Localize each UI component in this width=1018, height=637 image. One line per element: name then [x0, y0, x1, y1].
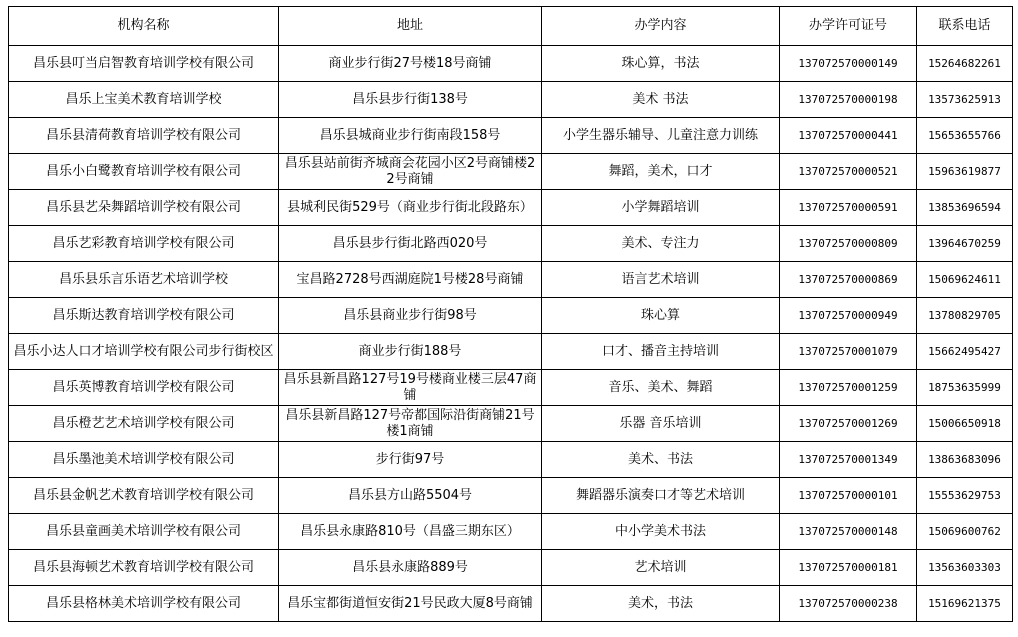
- cell-course-content: 美术、书法: [542, 442, 780, 478]
- table-row: [9, 118, 1013, 154]
- cell-license-number: 137072570000148: [780, 514, 917, 550]
- cell-address: 昌乐县城商业步行街南段158号: [279, 118, 542, 154]
- cell-institution-name: 昌乐县海顿艺术教育培训学校有限公司: [9, 550, 279, 586]
- cell-institution-name: 昌乐县清荷教育培训学校有限公司: [9, 118, 279, 154]
- cell-phone: 15963619877: [917, 154, 1013, 190]
- cell-address: 步行街97号: [279, 442, 542, 478]
- cell-address: 昌乐县永康路889号: [279, 550, 542, 586]
- table-row: [9, 442, 1013, 478]
- cell-course-content: 珠心算，书法: [542, 46, 780, 82]
- table-row: [9, 226, 1013, 262]
- cell-institution-name: 昌乐小达人口才培训学校有限公司步行街校区: [9, 334, 279, 370]
- header-course-content: 办学内容: [542, 7, 780, 46]
- cell-course-content: 珠心算: [542, 298, 780, 334]
- cell-phone: 13853696594: [917, 190, 1013, 226]
- cell-address: 昌乐县商业步行街98号: [279, 298, 542, 334]
- cell-institution-name: 昌乐墨池美术培训学校有限公司: [9, 442, 279, 478]
- cell-phone: 18753635999: [917, 370, 1013, 406]
- cell-license-number: 137072570000521: [780, 154, 917, 190]
- cell-license-number: 137072570001349: [780, 442, 917, 478]
- cell-license-number: 137072570000101: [780, 478, 917, 514]
- cell-address: 昌乐县新昌路127号帝都国际沿街商铺21号楼1商铺: [279, 406, 542, 442]
- cell-address: 昌乐县步行街138号: [279, 82, 542, 118]
- cell-institution-name: 昌乐斯达教育培训学校有限公司: [9, 298, 279, 334]
- cell-license-number: 137072570001269: [780, 406, 917, 442]
- cell-address: 县城利民街529号（商业步行街北段路东）: [279, 190, 542, 226]
- table-row: [9, 550, 1013, 586]
- table-row: [9, 334, 1013, 370]
- cell-phone: 15653655766: [917, 118, 1013, 154]
- cell-phone: 15264682261: [917, 46, 1013, 82]
- cell-institution-name: 昌乐小白鹭教育培训学校有限公司: [9, 154, 279, 190]
- cell-address: 昌乐县站前街齐城商会花园小区2号商铺楼22号商铺: [279, 154, 542, 190]
- cell-phone: 15006650918: [917, 406, 1013, 442]
- header-phone: 联系电话: [917, 7, 1013, 46]
- cell-license-number: 137072570000198: [780, 82, 917, 118]
- cell-license-number: 137072570000238: [780, 586, 917, 622]
- cell-license-number: 137072570001259: [780, 370, 917, 406]
- cell-license-number: 137072570000181: [780, 550, 917, 586]
- cell-license-number: 137072570000949: [780, 298, 917, 334]
- table-row: [9, 262, 1013, 298]
- table-row: [9, 46, 1013, 82]
- header-address: 地址: [279, 7, 542, 46]
- cell-institution-name: 昌乐县金帆艺术教育培训学校有限公司: [9, 478, 279, 514]
- school-table: [8, 6, 1013, 622]
- cell-institution-name: 昌乐县格林美术培训学校有限公司: [9, 586, 279, 622]
- cell-course-content: 口才、播音主持培训: [542, 334, 780, 370]
- table-header-row: [9, 7, 1013, 46]
- cell-course-content: 艺术培训: [542, 550, 780, 586]
- cell-institution-name: 昌乐橙艺艺术培训学校有限公司: [9, 406, 279, 442]
- cell-address: 昌乐县方山路5504号: [279, 478, 542, 514]
- header-institution-name: 机构名称: [9, 7, 279, 46]
- cell-phone: 15553629753: [917, 478, 1013, 514]
- table-row: [9, 406, 1013, 442]
- cell-phone: 13863683096: [917, 442, 1013, 478]
- cell-institution-name: 昌乐县叮当启智教育培训学校有限公司: [9, 46, 279, 82]
- cell-institution-name: 昌乐县童画美术培训学校有限公司: [9, 514, 279, 550]
- table-row: [9, 298, 1013, 334]
- table-row: [9, 586, 1013, 622]
- cell-course-content: 乐器 音乐培训: [542, 406, 780, 442]
- cell-address: 昌乐县新昌路127号19号楼商业楼三层47商铺: [279, 370, 542, 406]
- table-row: [9, 154, 1013, 190]
- cell-course-content: 美术 书法: [542, 82, 780, 118]
- cell-address: 昌乐宝都街道恒安街21号民政大厦8号商铺: [279, 586, 542, 622]
- cell-course-content: 小学生器乐辅导、儿童注意力训练: [542, 118, 780, 154]
- table-row: [9, 190, 1013, 226]
- cell-course-content: 美术，书法: [542, 586, 780, 622]
- cell-address: 昌乐县永康路810号（昌盛三期东区）: [279, 514, 542, 550]
- cell-license-number: 137072570000809: [780, 226, 917, 262]
- cell-institution-name: 昌乐县乐言乐语艺术培训学校: [9, 262, 279, 298]
- table-row: [9, 478, 1013, 514]
- table-row: [9, 82, 1013, 118]
- cell-institution-name: 昌乐艺彩教育培训学校有限公司: [9, 226, 279, 262]
- cell-address: 商业步行街27号楼18号商铺: [279, 46, 542, 82]
- cell-course-content: 中小学美术书法: [542, 514, 780, 550]
- cell-course-content: 美术、专注力: [542, 226, 780, 262]
- cell-institution-name: 昌乐上宝美术教育培训学校: [9, 82, 279, 118]
- cell-course-content: 音乐、美术、舞蹈: [542, 370, 780, 406]
- cell-course-content: 舞蹈器乐演奏口才等艺术培训: [542, 478, 780, 514]
- cell-institution-name: 昌乐英博教育培训学校有限公司: [9, 370, 279, 406]
- cell-license-number: 137072570001079: [780, 334, 917, 370]
- cell-address: 商业步行街188号: [279, 334, 542, 370]
- cell-course-content: 小学舞蹈培训: [542, 190, 780, 226]
- cell-phone: 15169621375: [917, 586, 1013, 622]
- cell-phone: 13780829705: [917, 298, 1013, 334]
- cell-phone: 15069600762: [917, 514, 1013, 550]
- cell-license-number: 137072570000869: [780, 262, 917, 298]
- header-license-number: 办学许可证号: [780, 7, 917, 46]
- cell-address: 昌乐县步行街北路西020号: [279, 226, 542, 262]
- table-body: [9, 46, 1013, 622]
- cell-address: 宝昌路2728号西湖庭院1号楼28号商铺: [279, 262, 542, 298]
- cell-license-number: 137072570000591: [780, 190, 917, 226]
- cell-phone: 13563603303: [917, 550, 1013, 586]
- cell-phone: 13964670259: [917, 226, 1013, 262]
- cell-license-number: 137072570000149: [780, 46, 917, 82]
- cell-license-number: 137072570000441: [780, 118, 917, 154]
- table-row: [9, 370, 1013, 406]
- table-row: [9, 514, 1013, 550]
- cell-institution-name: 昌乐县艺朵舞蹈培训学校有限公司: [9, 190, 279, 226]
- cell-course-content: 语言艺术培训: [542, 262, 780, 298]
- cell-phone: 13573625913: [917, 82, 1013, 118]
- cell-phone: 15662495427: [917, 334, 1013, 370]
- cell-course-content: 舞蹈，美术，口才: [542, 154, 780, 190]
- cell-phone: 15069624611: [917, 262, 1013, 298]
